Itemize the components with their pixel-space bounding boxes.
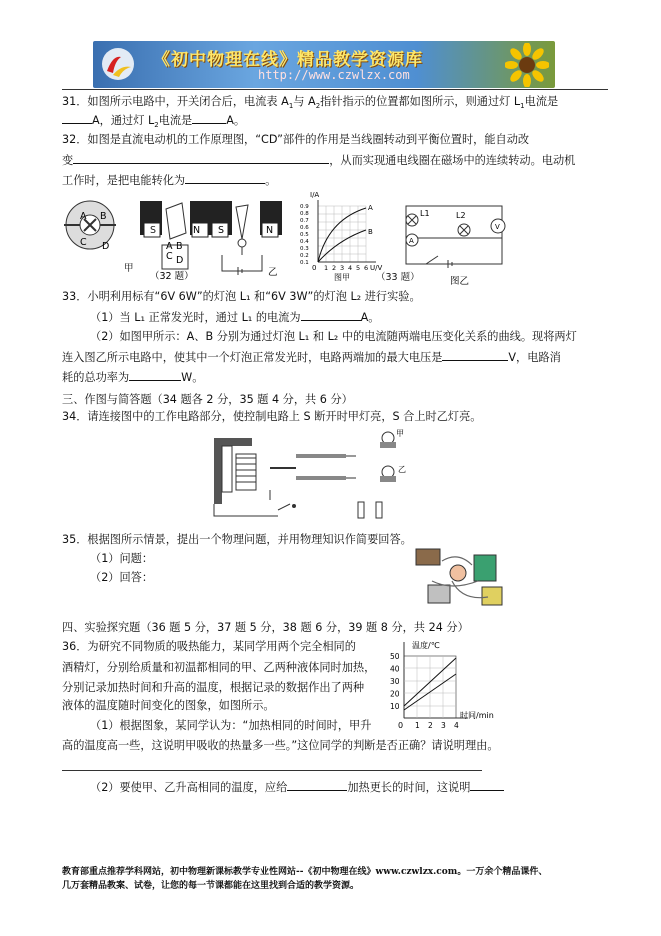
graph-caption-jia: 图甲 [334, 273, 350, 282]
q32-line1: 32．如图是直流电动机的工作原理图，“CD”部件的作用是当线圈转动到平衡位置时，能自动改 [62, 133, 530, 146]
curve-b-label: B [368, 228, 373, 236]
label-b2: B [176, 241, 183, 252]
figure-35-illustration [412, 541, 512, 613]
graph33-ytick: 0.7 [300, 218, 309, 224]
graph33-ytick: 0.3 [300, 246, 309, 252]
graph-origin: 0 [312, 264, 317, 272]
graph33-xtick: 6 [364, 264, 369, 272]
label-n1: N [193, 225, 201, 236]
label-jia: 甲 [124, 263, 134, 274]
banner-url: http://www.czwlzx.com [258, 68, 410, 82]
figure-34-relay [210, 426, 422, 526]
graph33-xtick: 1 [324, 264, 329, 272]
q31-blank-2[interactable] [192, 113, 226, 124]
label-c: C [80, 237, 87, 248]
q36-line2: 酒精灯，分别给质量和初温都相同的甲、乙两种液体同时加热， [62, 661, 376, 674]
voltmeter-label: V [495, 223, 500, 231]
q33-part2: （2）如图甲所示：A、B 分别为通过灯泡 L₁ 和 L₂ 中的电流随两端电压变化关系的曲线。现将两灯 [90, 330, 577, 343]
graph33-xtick: 2 [332, 264, 337, 272]
graph33-ytick: 0.2 [300, 253, 309, 259]
graph-ylabel: I/A [310, 191, 320, 199]
site-logo-icon [101, 47, 135, 81]
label-s2: S [218, 225, 225, 236]
figure-33-circuit [398, 198, 510, 290]
q36-line5: （1）根据图象，某同学认为：“加热相同的时间时，甲升 [90, 719, 372, 732]
graph33-ytick: 0.9 [300, 204, 309, 210]
graph36-ytick: 50 [390, 652, 400, 661]
washer-icon [482, 587, 502, 605]
circuit-caption-yi: 图乙 [450, 276, 470, 287]
q32-blank-1[interactable] [73, 153, 329, 164]
q33-part1: （1）当 L₁ 正常发光时，通过 L₁ 的电流为 A。 [90, 311, 380, 324]
label-b: B [100, 211, 107, 222]
lamp-l2-label: L2 [456, 211, 466, 220]
battery-icon-1 [358, 502, 364, 518]
caption-33: （33 题） [376, 272, 420, 283]
graph33-ytick: 0.5 [300, 232, 309, 238]
header-banner [93, 41, 555, 88]
q35-question: （1）问题： [90, 552, 154, 565]
q35-answer: （2）回答： [90, 571, 154, 584]
graph36-xtick: 4 [454, 721, 459, 730]
lamp-jia-label: 甲 [396, 429, 404, 438]
q36-line6: 高的温度高一些，这说明甲吸收的热量多一些。”这位同学的判断是否正确？请说明理由。 [62, 739, 499, 752]
graph33-ytick: 0.8 [300, 211, 309, 217]
switch-icon [426, 256, 438, 264]
graph33-ytick: 0.1 [300, 260, 309, 266]
appliance-icon [416, 549, 440, 565]
curve-a-label: A [368, 204, 373, 212]
graph33-ytick: 0.4 [300, 239, 309, 245]
header-rule [62, 89, 608, 90]
graph36-xtick: 3 [441, 721, 446, 730]
label-s1: S [150, 225, 157, 236]
person-icon [450, 565, 466, 581]
label-d: D [102, 241, 110, 252]
sunflower-icon [505, 43, 549, 87]
label-a: A [80, 211, 87, 222]
q33-part2-line2: 连入图乙所示电路中，使其中一个灯泡正常发光时，电路两端加的最大电压是 V，电路消 [62, 351, 561, 364]
q33-blank-2[interactable] [442, 350, 508, 361]
graph36-xlabel: 时间/min [460, 711, 494, 720]
graph33-xtick: 5 [356, 264, 361, 272]
graph36-ytick: 10 [390, 702, 400, 711]
q36-line7: （2）要使甲、乙升高相同的温度，应给 加热更长的时间，这说明 [90, 780, 504, 795]
q36-line1: 36．为研究不同物质的吸热能力，某同学用两个完全相同的 [62, 640, 356, 653]
label-c2: C [166, 251, 173, 262]
graph33-ytick: 0.6 [300, 225, 309, 231]
q31-line1: 31．如图所示电路中，开关闭合后，电流表 $A_1$与 $A_2$指针指示的位置都如图所示，则通过灯 $L_1$电流是 [62, 95, 559, 111]
label-yi: 乙 [268, 267, 278, 278]
q35-text: 35．根据图所示情景，提出一个物理问题，并用物理知识作简要回答。 [62, 533, 412, 546]
footer-line1: 教育部重点推荐学科网站，初中物理新课标教学专业性网站--《初中物理在线》www.czwlzx.com。一万余个精品课件、 [62, 867, 548, 877]
q33-blank-3[interactable] [129, 370, 181, 381]
q32-line3: 工作时，是把电能转化为 。 [62, 174, 277, 187]
q36-line4: 液体的温度随时间变化的图象，如图所示。 [62, 699, 275, 712]
q34-text: 34．请连接图中的工作电路部分，使控制电路上 S 断开时甲灯亮，S 合上时乙灯亮。 [62, 410, 482, 423]
label-d2: D [176, 255, 184, 266]
lamp-yi-label: 乙 [398, 465, 406, 474]
q31-blank-1[interactable] [62, 113, 92, 124]
lamp-l1-label: L1 [420, 209, 430, 218]
q32-blank-2[interactable] [185, 173, 265, 184]
graph33-xtick: 3 [340, 264, 345, 272]
q33-line1: 33．小明利用标有“6V 6W”的灯泡 L₁ 和“6V 3W”的灯泡 L₂ 进行实验。 [62, 290, 421, 303]
graph36-ytick: 20 [390, 689, 400, 699]
graph36-xtick: 1 [415, 721, 420, 730]
q36-line3: 分别记录加热时间和升高的温度，根据记录的数据作出了两种 [62, 681, 365, 694]
banner-title: 《初中物理在线》精品教学资源库 [153, 50, 423, 70]
graph-xlabel: U/V [370, 264, 383, 272]
section-3-heading: 三、作图与简答题（34 题各 2 分，35 题 4 分，共 6 分） [62, 393, 353, 406]
q33-blank-1[interactable] [301, 310, 361, 321]
ammeter-label: A [409, 237, 414, 245]
graph-grid [318, 206, 366, 262]
footer-line2: 几万套精品教案、试卷，让您的每一节课都能在这里找到合适的教学资源。 [62, 881, 360, 891]
figure-32-motor [62, 193, 298, 283]
graph36-origin: 0 [398, 721, 404, 730]
tv-icon [428, 585, 450, 603]
graph33-xtick: 4 [348, 264, 353, 272]
caption-32: （32 题） [150, 271, 194, 282]
battery-icon-2 [376, 502, 382, 518]
q36-answer-line[interactable] [62, 770, 482, 771]
q36-blank-2[interactable] [470, 780, 504, 791]
magnet-diagram [140, 201, 282, 275]
q33-part2-line3: 耗的总功率为 W。 [62, 371, 204, 384]
label-n2: N [266, 225, 274, 236]
q31-line2: A，通过灯 $L_2$电流是 A。 [62, 113, 245, 132]
figure-36-graph [384, 638, 504, 734]
graph36-ylabel: 温度/℃ [412, 641, 440, 650]
q32-line2: 变 ，从而实现通电线圈在磁场中的连续转动。电动机 [62, 154, 576, 167]
q36-blank-1[interactable] [287, 780, 347, 791]
label-a2: A [166, 241, 173, 252]
graph36-ytick: 30 [390, 677, 400, 686]
graph36-ytick: 40 [390, 664, 400, 674]
fridge-icon [474, 555, 496, 581]
graph36-xtick: 2 [428, 721, 433, 730]
section-4-heading: 四、实验探究题（36 题 5 分，37 题 5 分，38 题 6 分，39 题 8 分，共 24 分） [62, 621, 469, 634]
